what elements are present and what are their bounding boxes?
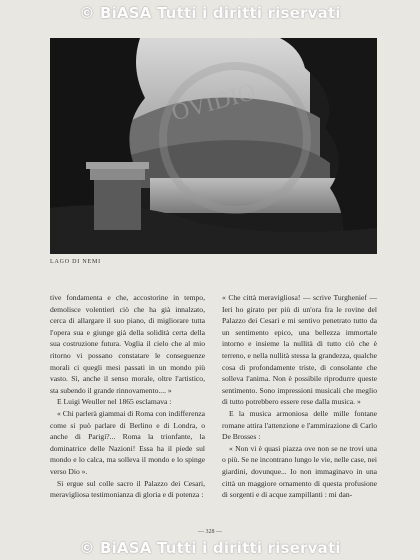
lake-photo	[50, 38, 377, 254]
paragraph: tive fondamenta e che, accostorine in tempo, demolisce volentieri ciò che ha già innalzato, cerca di allargare il suo piano, di migliorare tutta l'opera sua e giunge già della solidità certa della sua costruzione futura. Voglia il cielo che al mio ritorno vi possano constatare le conseguenze morali ci quegli mesi passati in un mondo più vasto. Sì, anche il senso morale, oltre l'artistico, sta subendo il grande rinnovamento.... »	[50, 293, 205, 395]
paragraph: « Non vi è quasi piazza ove non se ne trovi una o più. Se ne incontrano lungo le vie, nelle case, nei giardini, dovunque... Io non immaginavo in una città un maggiore ornamento di questa profusione di sorgenti e di acque zampillanti : mi dan-	[222, 443, 377, 500]
lake-landscape-image	[50, 38, 377, 254]
paragraph: E Luigi Weuller nel 1865 esclamava :	[57, 397, 172, 407]
paragraph: « Che città meravigliosa! — scrive Turghenief — Ieri ho girato per più di un'ora fra le rovine del Palazzo dei Cesari e mi sentivo penetrato tutto da un sentimento epico, una bellezza immortale intorno e insieme la nullità di tutto ciò che è terreno, e nella nullità stessa la grandezza, qualche cosa di profondamente triste, di consolante che solleva l'anima. Non è possibile riprodurre queste sentimento. Sono impressioni musicali che meglio di tutto potrebbero essere rese dalla musica. »	[222, 293, 377, 407]
page-number: — 328 —	[198, 529, 222, 535]
text-column-right	[222, 292, 377, 501]
paragraph: « Chi parlerà giammai di Roma con indifferenza come si può parlare di Berlino e di Londra, o anche di Parigi?... Roma la trionfante, la dominatrice delle Nazioni! Essa ha il piede sul mondo e lo calca, ma solleva il mondo e lo spinge verso Dio ».	[50, 408, 205, 476]
photo-caption: LAGO DI NEMI	[50, 259, 101, 265]
stamp-text: OVIDIO	[169, 79, 259, 127]
paragraph: E la musica armoniosa delle mille fontane romane attira l'attenzione e l'ammirazione di Carlo De Brosses :	[222, 408, 377, 442]
watermark-bottom: © BiASA Tutti i diritti riservati	[79, 539, 341, 557]
paragraph: Si ergue sul colle sacro il Palazzo dei Cesari, meravigliosa testimonianza di gloria e di potenza :	[50, 478, 205, 500]
text-column-left	[50, 292, 205, 501]
watermark-top: © BiASA Tutti i diritti riservati	[79, 4, 341, 22]
